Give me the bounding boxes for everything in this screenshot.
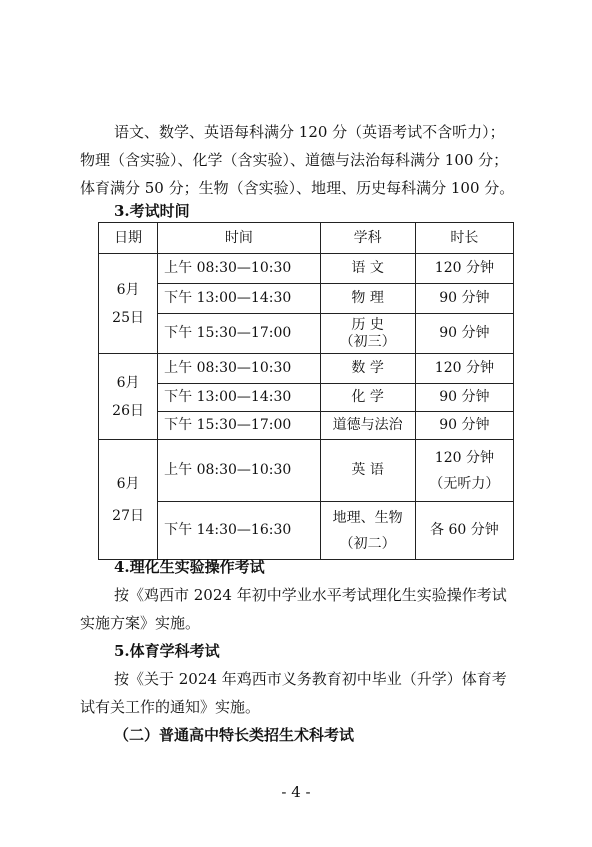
exam-schedule-table: [98, 222, 514, 560]
table-row: [99, 314, 514, 354]
intro-line-2: 物理（含实验）、化学（含实验）、道德与法治每科满分 100 分；: [80, 151, 509, 169]
duration-cell: 120 分钟: [415, 254, 513, 284]
duration-cell: 120 分钟 （无听力）: [415, 440, 513, 502]
table-row: [99, 254, 514, 284]
intro-line-1: 语文、数学、英语每科满分 120 分（英语考试不含听力）；: [114, 123, 505, 141]
time-cell: 上午 08:30—10:30: [158, 354, 320, 384]
subject-cell: 英 语: [320, 440, 415, 502]
section-4-line-1: 按《鸡西市 2024 年初中学业水平考试理化生实验操作考试: [114, 586, 507, 604]
table-row: [99, 412, 514, 440]
section-5-title: 5.体育学科考试: [114, 642, 220, 660]
table-header-row: [99, 223, 514, 254]
intro-line-3: 体育满分 50 分；生物（含实验）、地理、历史每科满分 100 分。: [80, 179, 515, 197]
duration-cell: 90 分钟: [415, 412, 513, 440]
date-cell: 6月 26日: [99, 354, 158, 440]
table-row: [99, 384, 514, 412]
subject-cell: 地理、生物 （初二）: [320, 502, 415, 560]
section-b-title: （二）普通高中特长类招生术科考试: [114, 726, 355, 744]
time-cell: 上午 08:30—10:30: [158, 440, 320, 502]
header-duration: 时长: [415, 223, 513, 254]
subject-cell: 语 文: [320, 254, 415, 284]
time-cell: 上午 08:30—10:30: [158, 254, 320, 284]
section-4-line-2: 实施方案》实施。: [80, 614, 201, 632]
page-number: - 4 -: [281, 783, 311, 801]
time-cell: 下午 14:30—16:30: [158, 502, 320, 560]
section-3-title: 3.考试时间: [114, 202, 190, 220]
duration-cell: 90 分钟: [415, 314, 513, 354]
time-cell: 下午 15:30—17:00: [158, 412, 320, 440]
subject-cell: 历 史 （初三）: [320, 314, 415, 354]
header-date: 日期: [99, 223, 158, 254]
header-time: 时间: [158, 223, 320, 254]
duration-cell: 90 分钟: [415, 384, 513, 412]
subject-cell: 物 理: [320, 284, 415, 314]
section-5-line-2: 试有关工作的通知》实施。: [80, 698, 261, 716]
section-4-title: 4.理化生实验操作考试: [114, 558, 265, 576]
header-subject: 学科: [320, 223, 415, 254]
table-row: [99, 354, 514, 384]
date-cell: 6月 25日: [99, 254, 158, 354]
time-cell: 下午 13:00—14:30: [158, 284, 320, 314]
duration-cell: 各 60 分钟: [415, 502, 513, 560]
date-cell: 6月 27日: [99, 440, 158, 560]
duration-cell: 120 分钟: [415, 354, 513, 384]
duration-cell: 90 分钟: [415, 284, 513, 314]
time-cell: 下午 15:30—17:00: [158, 314, 320, 354]
time-cell: 下午 13:00—14:30: [158, 384, 320, 412]
table-row: [99, 284, 514, 314]
subject-cell: 道德与法治: [320, 412, 415, 440]
subject-cell: 化 学: [320, 384, 415, 412]
subject-cell: 数 学: [320, 354, 415, 384]
section-5-line-1: 按《关于 2024 年鸡西市义务教育初中毕业（升学）体育考: [114, 670, 507, 688]
table-row: [99, 502, 514, 560]
table-row: [99, 440, 514, 502]
